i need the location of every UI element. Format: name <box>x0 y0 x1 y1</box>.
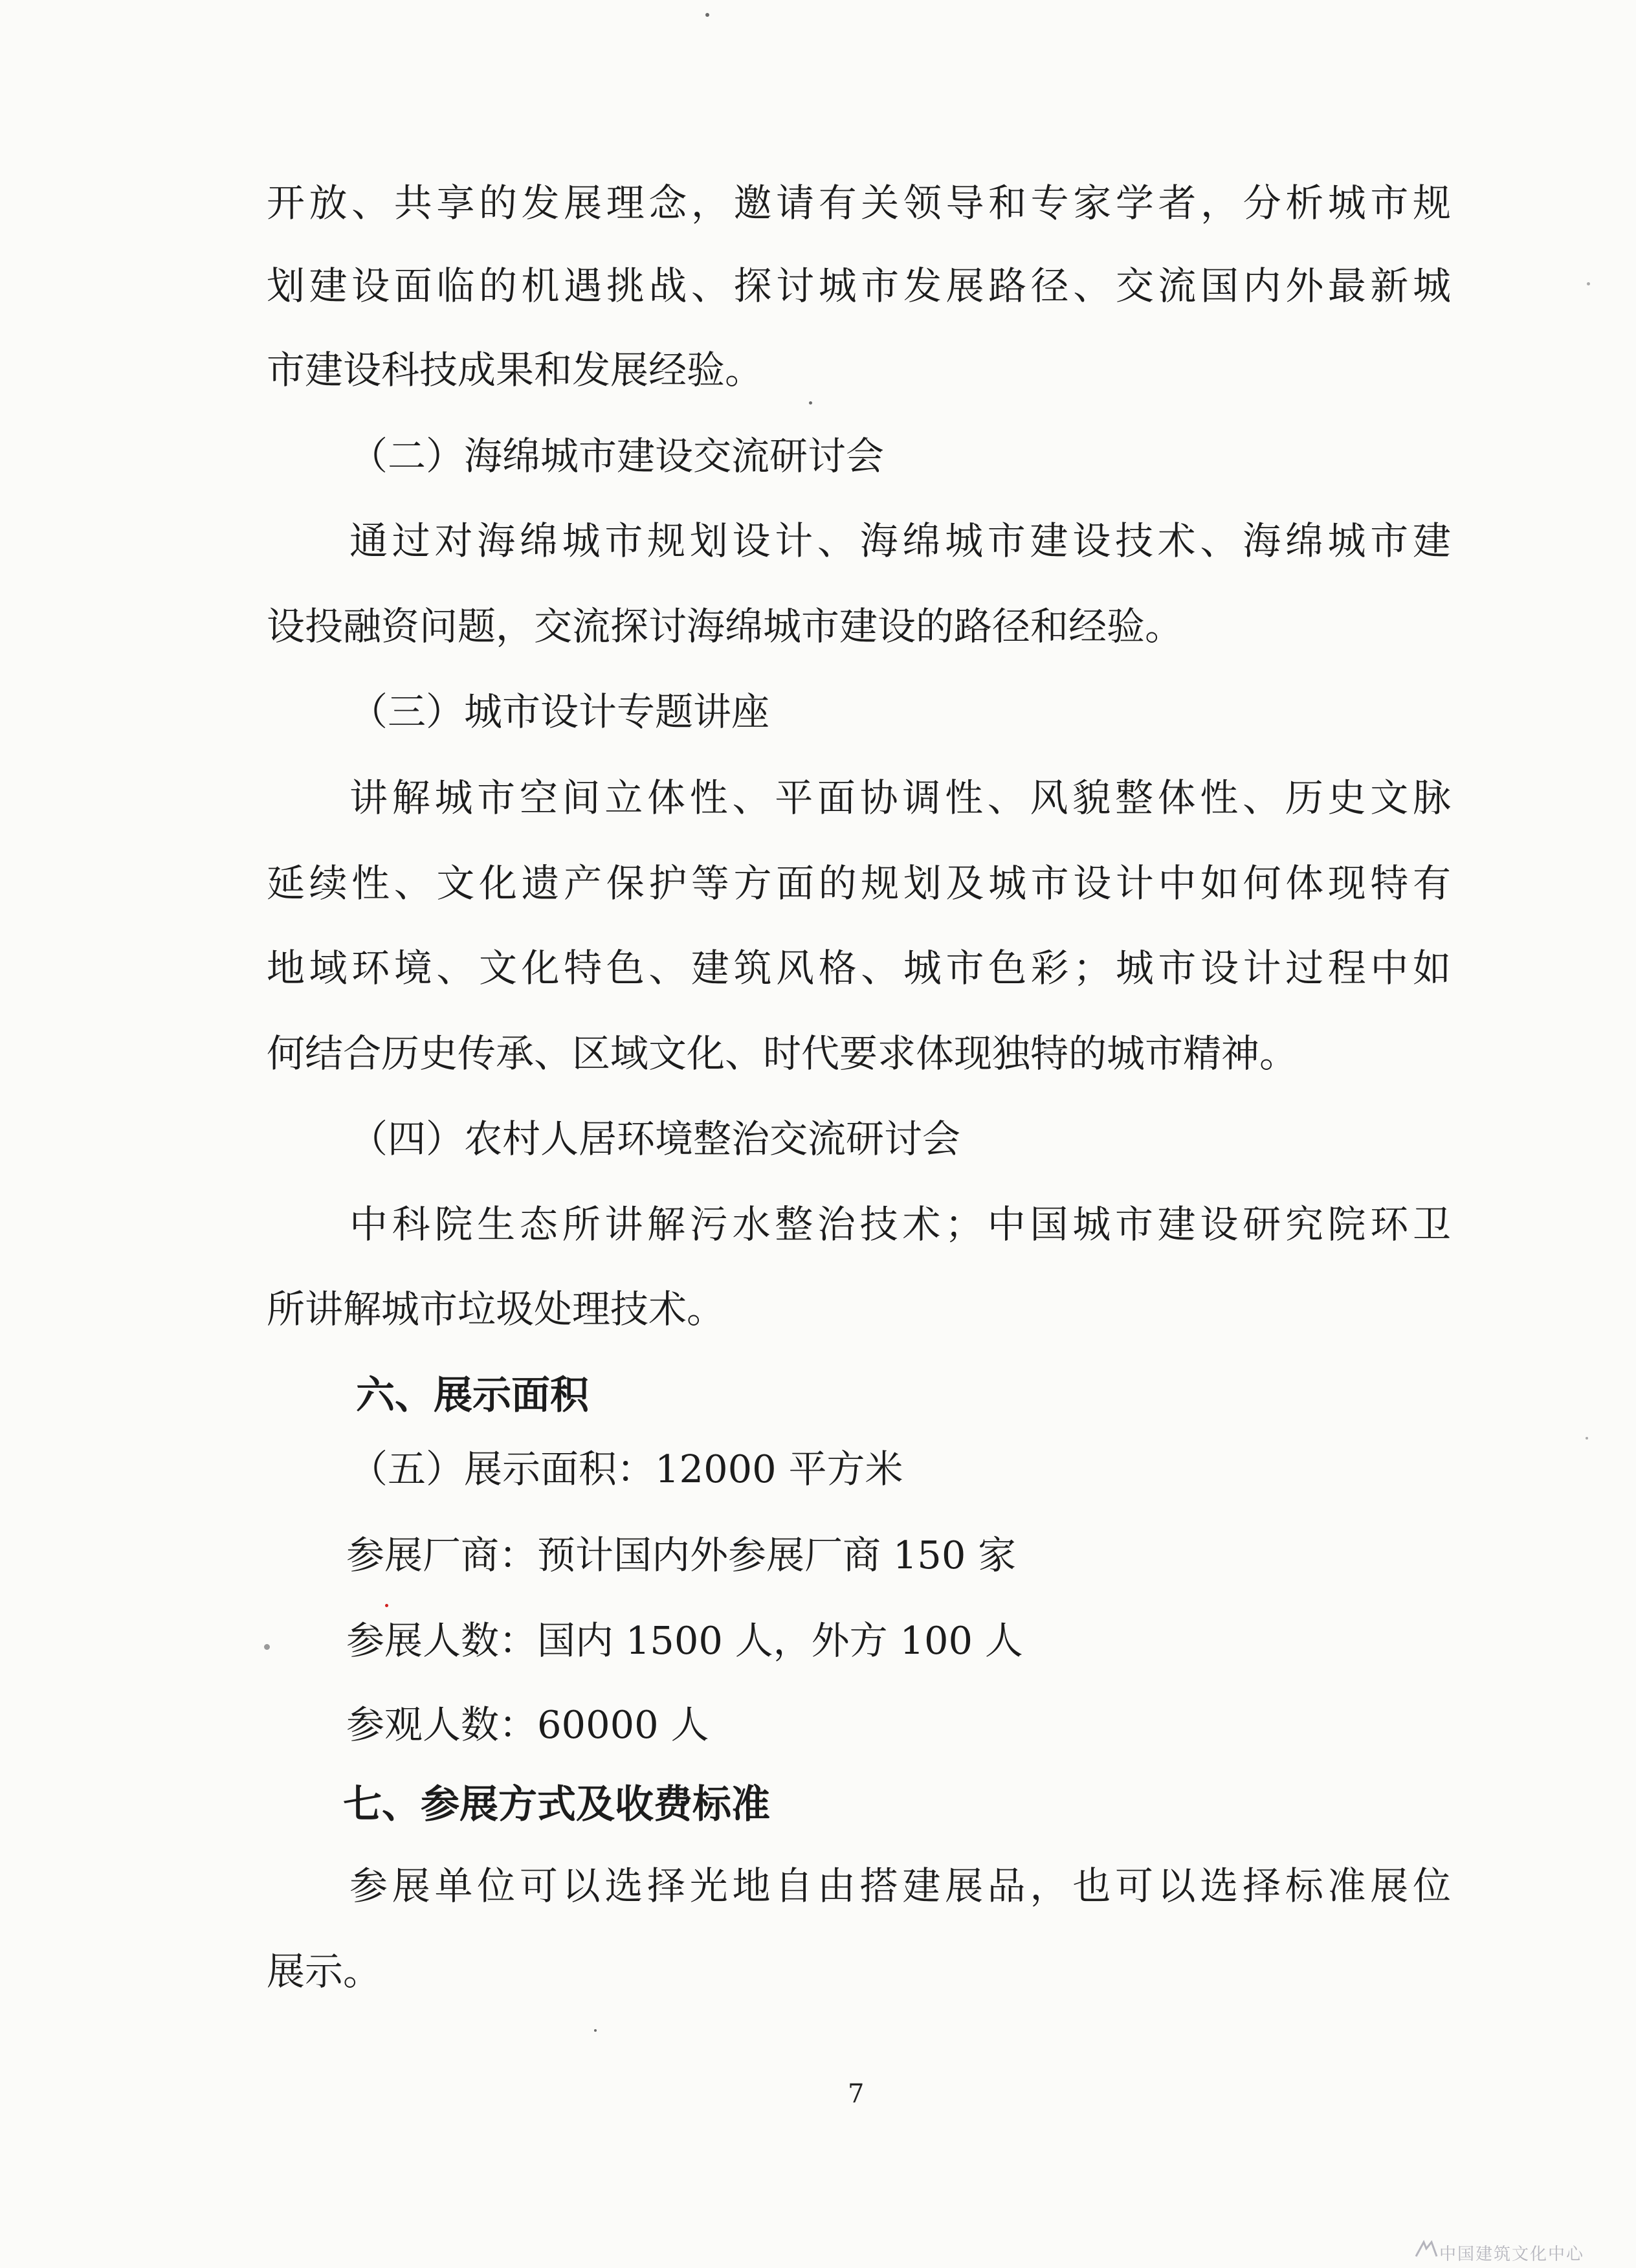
section-2-line-1: 通过对海绵城市规划设计、海绵城市建设技术、海绵城市建 <box>349 518 1451 563</box>
intro-line-1: 开放、共享的发展理念，邀请有关领导和专家学者，分析城市规 <box>267 181 1451 225</box>
visitors-count: 参观人数：60000 人 <box>346 1702 709 1747</box>
section-2-title: （二）海绵城市建设交流研讨会 <box>349 434 885 478</box>
participants-count: 参展人数：国内 1500 人，外方 100 人 <box>346 1618 1023 1663</box>
intro-line-2: 划建设面临的机遇挑战、探讨城市发展路径、交流国内外最新城 <box>267 263 1451 308</box>
section-3-title: （三）城市设计专题讲座 <box>349 689 770 734</box>
heading-seven: 七、参展方式及收费标准 <box>343 1782 770 1827</box>
scan-speck <box>705 13 709 17</box>
scan-speck <box>809 401 812 405</box>
section-3-line-4: 何结合历史传承、区域文化、时代要求体现独特的城市精神。 <box>267 1031 1298 1076</box>
section-4-line-2: 所讲解城市垃圾处理技术。 <box>267 1287 725 1331</box>
section-4-line-1: 中科院生态所讲解污水整治技术；中国城市建设研究院环卫 <box>349 1202 1451 1247</box>
watermark-logo-icon <box>1413 2240 1439 2259</box>
section-7-line-1: 参展单位可以选择光地自由搭建展品，也可以选择标准展位 <box>349 1863 1451 1908</box>
scan-speck <box>385 1604 388 1607</box>
scan-speck <box>1587 282 1590 285</box>
exhibitors-count: 参展厂商：预计国内外参展厂商 150 家 <box>346 1533 1017 1577</box>
heading-six: 六、展示面积 <box>356 1373 589 1418</box>
scan-speck <box>594 2029 597 2032</box>
page-number: 7 <box>848 2079 865 2109</box>
section-3-line-3: 地域环境、文化特色、建筑风格、城市色彩；城市设计过程中如 <box>267 946 1451 990</box>
section-5-title: （五）展示面积：12000 平方米 <box>349 1447 903 1491</box>
section-3-line-2: 延续性、文化遗产保护等方面的规划及城市设计中如何体现特有 <box>267 861 1451 906</box>
intro-line-3: 市建设科技成果和发展经验。 <box>267 348 764 392</box>
section-4-title: （四）农村人居环境整治交流研讨会 <box>349 1117 961 1161</box>
section-2-line-2: 设投融资问题，交流探讨海绵城市建设的路径和经验。 <box>267 604 1184 649</box>
watermark-text: 中国建筑文化中心 <box>1439 2245 1585 2264</box>
scan-speck <box>1586 1437 1588 1440</box>
section-3-line-1: 讲解城市空间立体性、平面协调性、风貌整体性、历史文脉 <box>349 775 1451 820</box>
section-7-line-2: 展示。 <box>267 1949 382 1994</box>
scan-speck <box>264 1644 270 1650</box>
